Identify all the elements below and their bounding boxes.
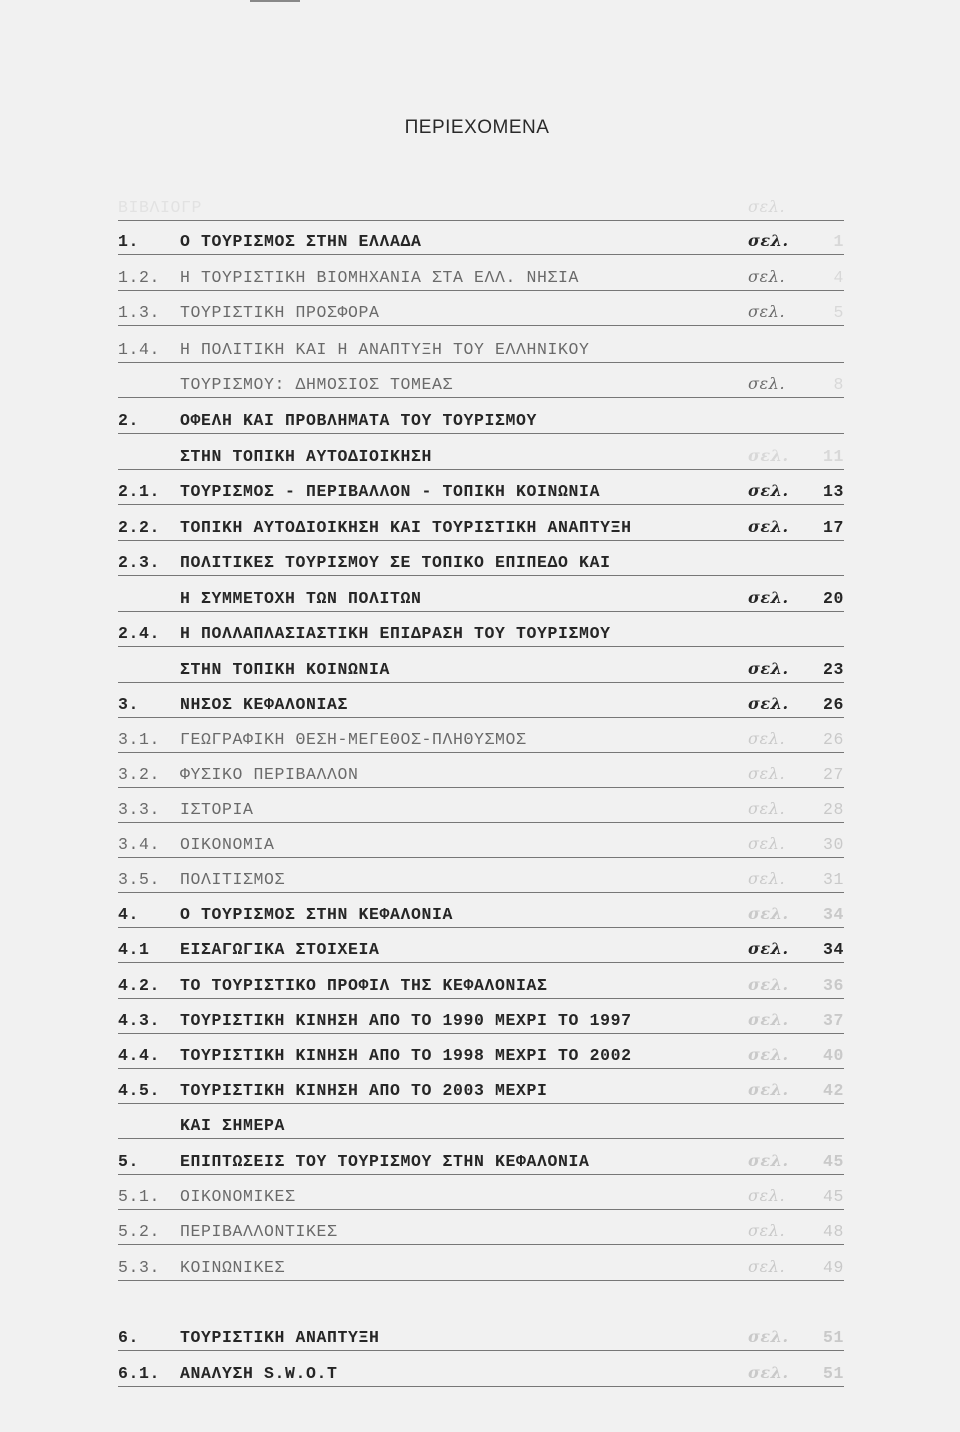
toc-entry — [118, 867, 844, 893]
toc-entry — [118, 1008, 844, 1034]
toc-entry — [118, 1361, 844, 1387]
underline-rule — [118, 927, 844, 929]
toc-entry — [118, 1255, 844, 1281]
underline-rule — [118, 290, 844, 292]
toc-number: 4.4. — [118, 1046, 161, 1065]
underline-rule — [118, 1350, 844, 1352]
toc-number: 3. — [118, 695, 140, 714]
toc-page-label: σελ. — [748, 1045, 789, 1064]
toc-number: 6. — [118, 1328, 140, 1347]
underline-rule — [118, 433, 844, 435]
toc-page-label: σελ. — [748, 1327, 789, 1346]
toc-page-label: σελ. — [748, 446, 789, 465]
toc-title: Η ΠΟΛΙΤΙΚΗ ΚΑΙ Η ΑΝΑΠΤΥΞΗ ΤΟΥ ΕΛΛΗΝΙΚΟΥ — [180, 340, 590, 359]
toc-number: 6.1. — [118, 1364, 161, 1383]
toc-entry — [118, 550, 844, 576]
toc-page-number: 42 — [822, 1081, 844, 1100]
toc-page-number: 1 — [833, 232, 844, 251]
toc-page-number: 51 — [822, 1364, 844, 1383]
toc-number: 2.4. — [118, 624, 161, 643]
underline-rule — [118, 787, 844, 789]
underline-rule — [118, 611, 844, 613]
toc-entry — [118, 444, 844, 470]
toc-entry — [118, 621, 844, 647]
toc-page-number: 40 — [822, 1046, 844, 1065]
underline-rule — [118, 1103, 844, 1105]
toc-page-label: σελ. — [748, 588, 789, 607]
underline-rule — [118, 1386, 844, 1388]
toc-entry — [118, 762, 844, 788]
toc-title: ΤΟΥΡΙΣΤΙΚΗ ΚΙΝΗΣΗ ΑΠΟ ΤΟ 2003 ΜΕΧΡΙ — [180, 1081, 548, 1100]
underline-rule — [118, 575, 844, 577]
toc-page-number: 8 — [833, 375, 844, 394]
toc-title: ΙΣΤΟΡΙΑ — [180, 800, 254, 819]
toc-entry — [118, 902, 844, 928]
toc-page-label: σελ. — [748, 231, 789, 250]
toc-entry — [118, 1113, 844, 1139]
toc-page-number: 4 — [833, 268, 844, 287]
toc-page-label: σελ. — [748, 1186, 786, 1205]
toc-page-number: 20 — [822, 589, 844, 608]
toc-entry — [118, 372, 844, 398]
underline-rule — [118, 1068, 844, 1070]
toc-title: Ο ΤΟΥΡΙΣΜΟΣ ΣΤΗΝ ΚΕΦΑΛΟΝΙΑ — [180, 905, 454, 924]
underline-rule — [118, 962, 844, 964]
toc-number: 3.5. — [118, 870, 161, 889]
toc-number: 4. — [118, 905, 140, 924]
underline-rule — [118, 1209, 844, 1211]
underline-rule — [118, 220, 844, 222]
toc-title: ΤΟΥΡΙΣΤΙΚΗ ΑΝΑΠΤΥΞΗ — [180, 1328, 380, 1347]
underline-rule — [118, 1244, 844, 1246]
toc-number: 4.2. — [118, 976, 161, 995]
toc-page-label: σελ. — [748, 302, 786, 321]
underline-rule — [118, 397, 844, 399]
toc-entry — [118, 937, 844, 963]
toc-page-label: σελ. — [748, 939, 789, 958]
toc-page-label: σελ. — [748, 1257, 786, 1276]
underline-rule — [118, 717, 844, 719]
toc-page-number: 28 — [822, 800, 844, 819]
underline-rule — [118, 362, 844, 364]
toc-entry — [118, 973, 844, 999]
toc-title: ΤΟΥΡΙΣΤΙΚΗ ΚΙΝΗΣΗ ΑΠΟ ΤΟ 1990 ΜΕΧΡΙ ΤΟ 1997 — [180, 1011, 632, 1030]
toc-number: 1.4. — [118, 340, 161, 359]
toc-page-number: 11 — [822, 447, 844, 466]
toc-title: ΤΟΥΡΙΣΤΙΚΗ ΚΙΝΗΣΗ ΑΠΟ ΤΟ 1998 ΜΕΧΡΙ ΤΟ 2002 — [180, 1046, 632, 1065]
toc-number: 3.2. — [118, 765, 161, 784]
toc-entry — [118, 515, 844, 541]
toc-number: 2. — [118, 411, 140, 430]
toc-page-label: σελ. — [748, 1221, 786, 1240]
toc-page-number: 13 — [822, 482, 844, 501]
toc-page-number: 34 — [822, 905, 844, 924]
toc-number: 5.2. — [118, 1222, 161, 1241]
toc-page-number: 27 — [822, 765, 844, 784]
toc-entry — [118, 229, 844, 255]
toc-page-number: 30 — [822, 835, 844, 854]
toc-page-label: σελ. — [748, 481, 789, 500]
toc-page-label: σελ. — [748, 659, 789, 678]
toc-number: 5. — [118, 1152, 140, 1171]
toc-entry — [118, 195, 844, 221]
toc-number: ΒΙΒΛΙΟΓΡ — [118, 198, 203, 217]
toc-page-label: σελ. — [748, 1151, 789, 1170]
toc-title: Ο ΤΟΥΡΙΣΜΟΣ ΣΤΗΝ ΕΛΛΑΔΑ — [180, 232, 422, 251]
toc-page-label: σελ. — [748, 374, 786, 393]
toc-page-number: 45 — [822, 1187, 844, 1206]
underline-rule — [118, 1033, 844, 1035]
toc-page-number: 26 — [822, 695, 844, 714]
page-title: ΠΕΡΙΕΧΟΜΕΝΑ — [404, 117, 550, 138]
toc-title: Η ΣΥΜΜΕΤΟΧΗ ΤΩΝ ΠΟΛΙΤΩΝ — [180, 589, 422, 608]
toc-number: 5.3. — [118, 1258, 161, 1277]
underline-rule — [118, 752, 844, 754]
toc-title: ΟΙΚΟΝΟΜΙΑ — [180, 835, 275, 854]
toc-title: ΣΤΗΝ ΤΟΠΙΚΗ ΚΟΙΝΩΝΙΑ — [180, 660, 391, 679]
toc-number: 2.2. — [118, 518, 161, 537]
toc-page-label: σελ. — [748, 517, 789, 536]
toc-title: ΑΝΑΛΥΣΗ S.W.O.T — [180, 1364, 338, 1383]
toc-entry — [118, 265, 844, 291]
toc-entry — [118, 1325, 844, 1351]
underline-rule — [118, 682, 844, 684]
toc-title: ΚΟΙΝΩΝΙΚΕΣ — [180, 1258, 286, 1277]
underline-rule — [118, 998, 844, 1000]
underline-rule — [118, 1138, 844, 1140]
underline-rule — [118, 254, 844, 256]
underline-rule — [118, 1280, 844, 1282]
underline-rule — [118, 504, 844, 506]
toc-page-number: 34 — [822, 940, 844, 959]
toc-number: 2.1. — [118, 482, 161, 501]
underline-rule — [118, 822, 844, 824]
toc-page-label: σελ. — [748, 799, 786, 818]
toc-entry — [118, 337, 844, 363]
toc-title: Η ΤΟΥΡΙΣΤΙΚΗ ΒΙΟΜΗΧΑΝΙΑ ΣΤΑ ΕΛΛ. ΝΗΣΙΑ — [180, 268, 580, 287]
toc-page-number: 48 — [822, 1222, 844, 1241]
toc-number: 4.1 — [118, 940, 150, 959]
toc-number: 5.1. — [118, 1187, 161, 1206]
top-edge-mark — [250, 0, 300, 2]
toc-title: ΤΟΥΡΙΣΤΙΚΗ ΠΡΟΣΦΟΡΑ — [180, 303, 380, 322]
toc-entry — [118, 300, 844, 326]
toc-page-label: σελ. — [748, 267, 786, 286]
toc-page-number: 45 — [822, 1152, 844, 1171]
toc-title: ΠΟΛΙΤΙΚΕΣ ΤΟΥΡΙΣΜΟΥ ΣΕ ΤΟΠΙΚΟ ΕΠΙΠΕΔΟ ΚΑΙ — [180, 553, 611, 572]
toc-entry — [118, 586, 844, 612]
toc-title: ΟΙΚΟΝΟΜΙΚΕΣ — [180, 1187, 296, 1206]
toc-entry — [118, 657, 844, 683]
toc-page-number: 37 — [822, 1011, 844, 1030]
toc-title: Η ΠΟΛΛΑΠΛΑΣΙΑΣΤΙΚΗ ΕΠΙΔΡΑΣΗ ΤΟΥ ΤΟΥΡΙΣΜΟΥ — [180, 624, 611, 643]
toc-number: 1.2. — [118, 268, 161, 287]
toc-entry — [118, 727, 844, 753]
toc-title: ΤΟ ΤΟΥΡΙΣΤΙΚΟ ΠΡΟΦΙΛ ΤΗΣ ΚΕΦΑΛΟΝΙΑΣ — [180, 976, 548, 995]
toc-page-number: 31 — [822, 870, 844, 889]
toc-entry — [118, 1184, 844, 1210]
toc-entry — [118, 1219, 844, 1245]
toc-entry — [118, 832, 844, 858]
toc-page-number: 49 — [822, 1258, 844, 1277]
toc-page-number: 5 — [833, 303, 844, 322]
toc-page-label: σελ. — [748, 975, 789, 994]
toc-page-number: 26 — [822, 730, 844, 749]
underline-rule — [118, 1174, 844, 1176]
toc-number: 2.3. — [118, 553, 161, 572]
toc-title: ΝΗΣΟΣ ΚΕΦΑΛΟΝΙΑΣ — [180, 695, 349, 714]
toc-title: ΦΥΣΙΚΟ ΠΕΡΙΒΑΛΛΟΝ — [180, 765, 359, 784]
toc-number: 1. — [118, 232, 140, 251]
underline-rule — [118, 469, 844, 471]
toc-page-label: σελ. — [748, 869, 786, 888]
toc-title: ΣΤΗΝ ΤΟΠΙΚΗ ΑΥΤΟΔΙΟΙΚΗΣΗ — [180, 447, 433, 466]
toc-title: ΤΟΥΡΙΣΜΟΥ: ΔΗΜΟΣΙΟΣ ΤΟΜΕΑΣ — [180, 375, 454, 394]
underline-rule — [118, 892, 844, 894]
toc-page-number: 23 — [822, 660, 844, 679]
toc-title: ΟΦΕΛΗ ΚΑΙ ΠΡΟΒΛΗΜΑΤΑ ΤΟΥ ΤΟΥΡΙΣΜΟΥ — [180, 411, 538, 430]
underline-rule — [118, 646, 844, 648]
toc-title: ΠΕΡΙΒΑΛΛΟΝΤΙΚΕΣ — [180, 1222, 338, 1241]
toc-page-label: σελ. — [748, 197, 786, 216]
toc-number: 4.3. — [118, 1011, 161, 1030]
toc-entry — [118, 797, 844, 823]
toc-page-label: σελ. — [748, 1363, 789, 1382]
toc-title: ΤΟΥΡΙΣΜΟΣ - ΠΕΡΙΒΑΛΛΟΝ - ΤΟΠΙΚΗ ΚΟΙΝΩΝΙΑ — [180, 482, 601, 501]
toc-title: ΕΙΣΑΓΩΓΙΚΑ ΣΤΟΙΧΕΙΑ — [180, 940, 380, 959]
toc-number: 3.1. — [118, 730, 161, 749]
toc-title: ΤΟΠΙΚΗ ΑΥΤΟΔΙΟΙΚΗΣΗ ΚΑΙ ΤΟΥΡΙΣΤΙΚΗ ΑΝΑΠΤΥΞΗ — [180, 518, 632, 537]
toc-number: 3.4. — [118, 835, 161, 854]
toc-page-number: 36 — [822, 976, 844, 995]
toc-entry — [118, 408, 844, 434]
toc-entry — [118, 1043, 844, 1069]
toc-entry — [118, 1149, 844, 1175]
toc-number: 3.3. — [118, 800, 161, 819]
underline-rule — [118, 540, 844, 542]
toc-page-number: 17 — [822, 518, 844, 537]
toc-entry — [118, 692, 844, 718]
underline-rule — [118, 857, 844, 859]
toc-title: ΚΑΙ ΣΗΜΕΡΑ — [180, 1116, 286, 1135]
toc-entry — [118, 479, 844, 505]
toc-page-number: 51 — [822, 1328, 844, 1347]
toc-page-label: σελ. — [748, 834, 786, 853]
toc-number: 4.5. — [118, 1081, 161, 1100]
toc-title: ΕΠΙΠΤΩΣΕΙΣ ΤΟΥ ΤΟΥΡΙΣΜΟΥ ΣΤΗΝ ΚΕΦΑΛΟΝΙΑ — [180, 1152, 590, 1171]
toc-page-label: σελ. — [748, 694, 789, 713]
toc-page-label: σελ. — [748, 904, 789, 923]
toc-title: ΓΕΩΓΡΑΦΙΚΗ ΘΕΣΗ-ΜΕΓΕΘΟΣ-ΠΛΗΘΥΣΜΟΣ — [180, 730, 527, 749]
toc-page-label: σελ. — [748, 1080, 789, 1099]
underline-rule — [118, 325, 844, 327]
toc-page-label: σελ. — [748, 764, 786, 783]
toc-page-label: σελ. — [748, 729, 786, 748]
toc-entry — [118, 1078, 844, 1104]
toc-number: 1.3. — [118, 303, 161, 322]
toc-page-label: σελ. — [748, 1010, 789, 1029]
toc-title: ΠΟΛΙΤΙΣΜΟΣ — [180, 870, 286, 889]
